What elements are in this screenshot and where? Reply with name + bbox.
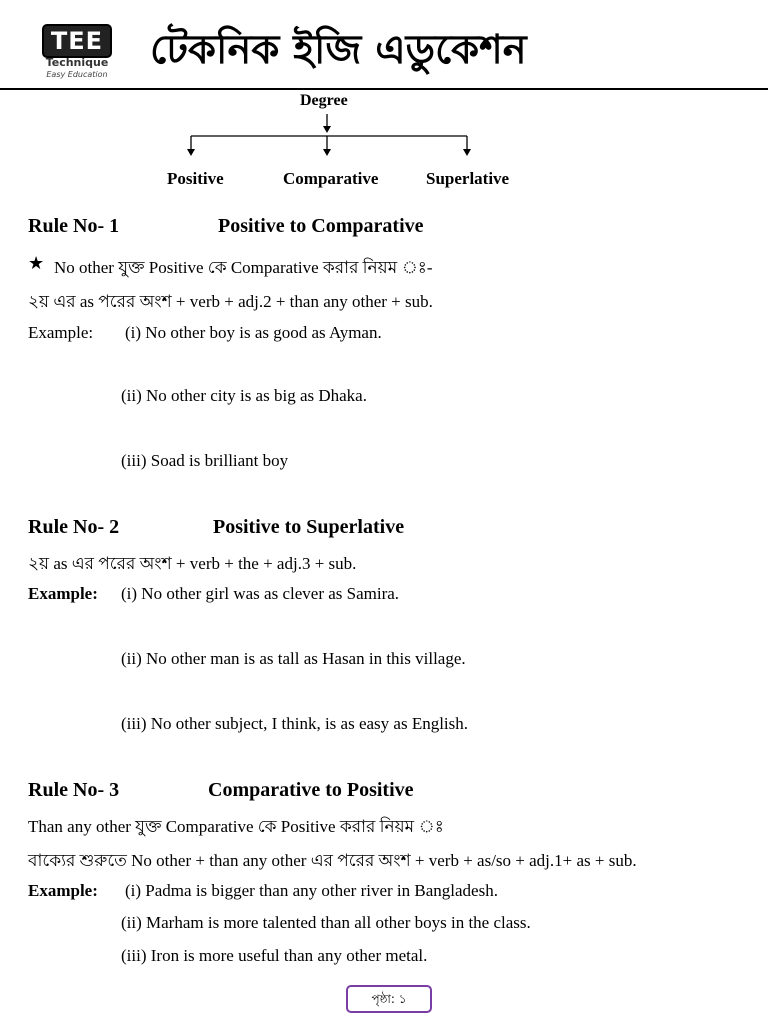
rule2-example-2: (ii) No other man is as tall as Hasan in this village. (121, 649, 466, 668)
tree-root: Degree (300, 92, 348, 109)
rule2-example-label: Example: (28, 584, 98, 603)
logo-tagline: Easy Education (46, 70, 108, 79)
rule1-example-3: (iii) Soad is brilliant boy (121, 451, 289, 470)
rule2-title: Positive to Superlative (213, 516, 405, 538)
tree-child-superlative: Superlative (426, 169, 510, 188)
page-title: টেকনিক ইজি এডুকেশন (150, 27, 527, 73)
rule2-example-3: (iii) No other subject, I think, is as easy as English. (121, 714, 469, 733)
rule1-example-label: Example: (28, 323, 94, 342)
rule3-example-1: (i) Padma is bigger than any other river in Bangladesh. (125, 881, 498, 900)
tree-connectors (0, 0, 768, 170)
rule1-star-line: No other যুক্ত Positive কে Comparative করার নিয়ম ঃ- (54, 258, 433, 277)
logo-subtitle: Technique (45, 56, 109, 69)
rule1-structure: ২য় এর as পরের অংশ + verb + adj.2 + than any other + sub. (28, 292, 433, 311)
rule2-structure: ২য় as এর পরের অংশ + verb + the + adj.3 + sub. (28, 554, 357, 573)
rule1-number: Rule No- 1 (28, 215, 120, 237)
tree-child-positive: Positive (167, 169, 224, 188)
tree-child-comparative: Comparative (283, 169, 379, 188)
logo: TEE (42, 24, 112, 58)
rule3-title: Comparative to Positive (208, 779, 414, 801)
rule2-number: Rule No- 2 (28, 516, 120, 538)
star-icon: ★ (28, 253, 45, 273)
rule3-line1: Than any other যুক্ত Comparative কে Positive করার নিয়ম ঃ (28, 817, 444, 836)
rule3-example-3: (iii) Iron is more useful than any other metal. (121, 946, 428, 965)
rule3-number: Rule No- 3 (28, 779, 120, 801)
page-number: পৃষ্ঠা: ১ (346, 985, 432, 1013)
rule3-structure: বাক্যের শুরুতে No other + than any other এর পরের অংশ + verb + as/so + adj.1+ as + sub. (28, 851, 637, 870)
rule1-title: Positive to Comparative (218, 215, 424, 237)
rule3-example-label: Example: (28, 881, 98, 900)
rule3-example-2: (ii) Marham is more talented than all other boys in the class. (121, 913, 531, 932)
rule1-example-2: (ii) No other city is as big as Dhaka. (121, 386, 367, 405)
rule2-example-1: (i) No other girl was as clever as Samira. (121, 584, 400, 603)
rule1-example-1: (i) No other boy is as good as Ayman. (125, 323, 382, 342)
